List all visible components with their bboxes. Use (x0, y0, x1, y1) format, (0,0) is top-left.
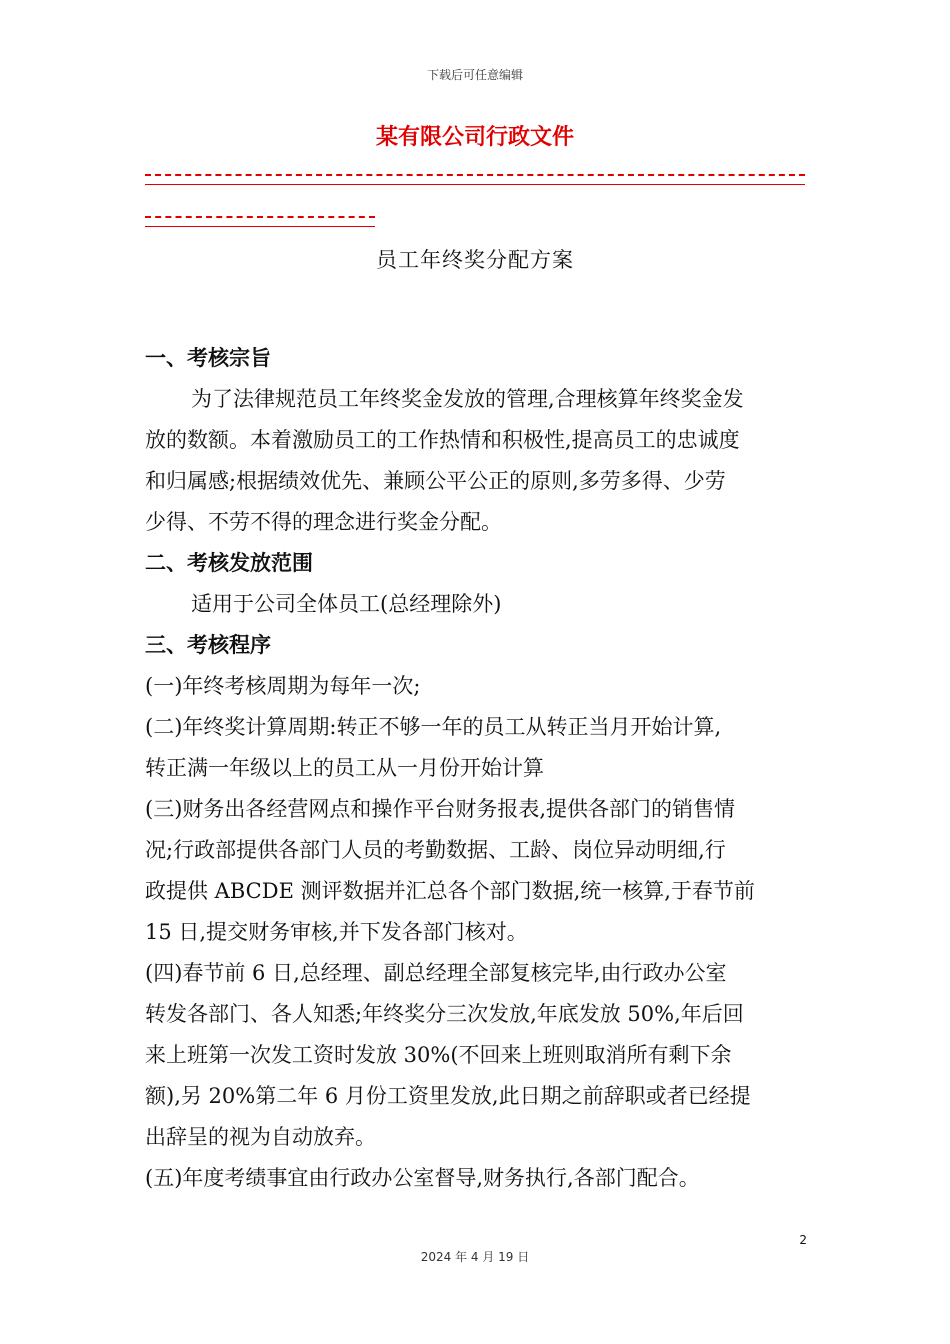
body-paragraph-line: 政提供 ABCDE 测评数据并汇总各个部门数据,统一核算,于春节前 (145, 879, 755, 903)
red-divider-short (145, 216, 375, 218)
document-title: 某有限公司行政文件 (375, 125, 574, 150)
document-body (145, 338, 810, 1199)
body-paragraph-line: 转正满一年级以上的员工从一月份开始计算 (145, 756, 544, 780)
body-paragraph-line: 和归属感;根据绩效优先、兼顾公平公正的原则,多劳多得、少劳 (145, 469, 726, 493)
document-subtitle: 员工年终奖分配方案 (376, 248, 574, 272)
body-paragraph-line: 况;行政部提供各部门人员的考勤数据、工龄、岗位异动明细,行 (145, 838, 726, 862)
body-paragraph-line: (五)年度考绩事宜由行政办公室督导,财务执行,各部门配合。 (145, 1166, 700, 1190)
body-paragraph-line: 转发各部门、各人知悉;年终奖分三次发放,年底发放 50%,年后回 (145, 1002, 744, 1026)
section-heading: 三、考核程序 (145, 633, 271, 657)
red-divider-top (145, 174, 805, 176)
body-paragraph-line: 适用于公司全体员工(总经理除外) (191, 592, 502, 616)
body-paragraph-line: 来上班第一次发工资时发放 30%(不回来上班则取消所有剩下余 (145, 1043, 732, 1067)
body-paragraph-line: 少得、不劳不得的理念进行奖金分配。 (145, 510, 502, 534)
body-paragraph-line: 为了法律规范员工年终奖金发放的管理,合理核算年终奖金发 (191, 387, 744, 411)
footer-date: 2024 年 4 月 19 日 (420, 1250, 530, 1264)
body-paragraph-line: (二)年终奖计算周期:转正不够一年的员工从转正当月开始计算, (145, 715, 722, 739)
page-header-note: 下载后可任意编辑 (426, 68, 523, 82)
body-paragraph-line: 出辞呈的视为自动放弃。 (145, 1125, 376, 1149)
section-heading: 二、考核发放范围 (145, 551, 313, 575)
body-paragraph-line: 放的数额。本着激励员工的工作热情和积极性,提高员工的忠诚度 (145, 428, 740, 452)
body-paragraph-line: 15 日,提交财务审核,并下发各部门核对。 (145, 920, 528, 944)
body-paragraph-line: (一)年终考核周期为每年一次; (145, 674, 421, 698)
body-paragraph-line: 额),另 20%第二年 6 月份工资里发放,此日期之前辞职或者已经提 (145, 1084, 751, 1108)
red-divider-bottom (145, 226, 375, 227)
body-paragraph-line: (三)财务出各经营网点和操作平台财务报表,提供各部门的销售情 (145, 797, 736, 821)
section-heading: 一、考核宗旨 (145, 346, 271, 370)
body-paragraph-line: (四)春节前 6 日,总经理、副总经理全部复核完毕,由行政办公室 (145, 961, 727, 985)
page-number: 2 (799, 1233, 807, 1247)
red-divider-top-underline (145, 184, 805, 185)
